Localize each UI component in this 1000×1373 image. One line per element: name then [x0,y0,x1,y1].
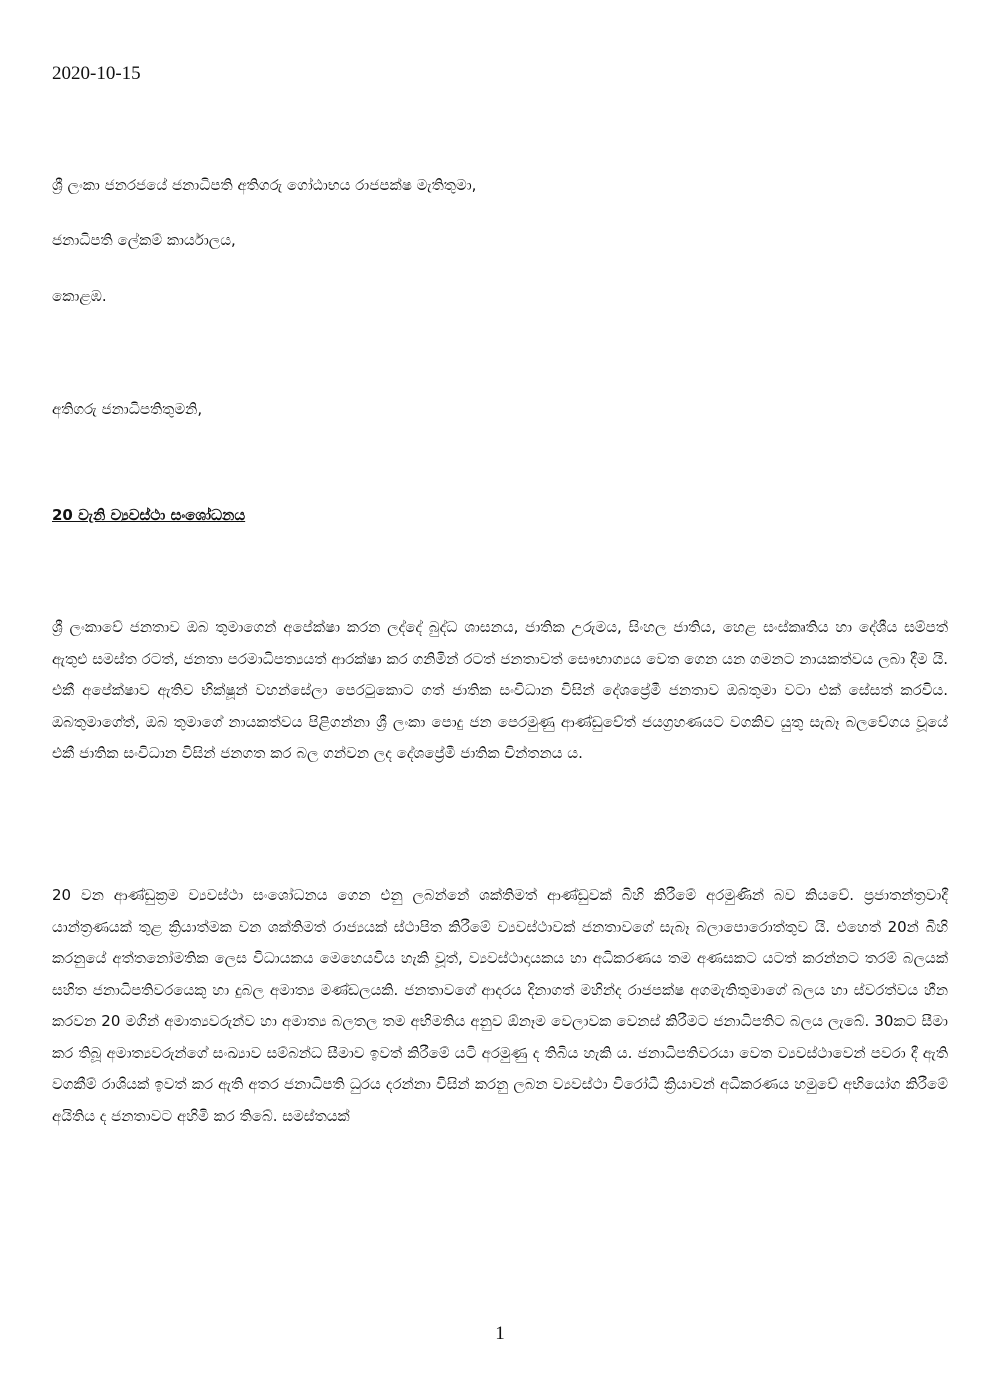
subject-heading: 20 වැනි ව්‍යවස්ථා සංශෝධනය [52,506,246,524]
page-number: 1 [495,1323,505,1344]
body-paragraph-2: 20 වන ආණ්ඩුක්‍රම ව්‍යවස්ථා සංශෝධනය ගෙන එනු ලබන්නේ ශක්තිමත් ආණ්ඩුවක් බිහි කිරීමේ අරමුණින් බව කියවේ. ප්‍රජාතන්ත්‍රවාදී යාන්ත්‍රණයක් තුළ ක්‍රියාත්මක වන ශක්තිමත් රාජ්‍යයක් ස්ථාපිත කිරීමේ ව්‍යවස්ථාවක් ජනතාවගේ සැබෑ බලාපොරොත්තුව යි. එහෙත් 20න් බිහි කරනුයේ අත්තනෝමතික ලෙස විධායකය මෙහෙයවිය හැකි වූත්, ව්‍යවස්ථාදායකය හා අධිකරණය තම අණසකට යටත් කරන්නට තරම් බලයක් සහිත ජනාධිපතිවරයෙකු හා දුබල අමාත්‍ය මණ්ඩලයකි. ජනතාවගේ ආදරය දිනාගත් මහින්ද රාජපක්ෂ අගමැතිතුමාගේ බලය හා ස්වරත්වය හීන කරවන 20 මගින් අමාත්‍යවරුන්ව හා අමාත්‍ය බලතල තම අභිමතිය අනුව ඕනෑම වෙලාවක වෙනස් කිරීමට ජනාධිපතිට බලය ලැබේ. 30කට සීමා කර තිබූ අමාත්‍යවරුන්ගේ සංඛ්‍යාව සම්බන්ධ සීමාව ඉවත් කිරීමේ යටි අරමුණු ද තිබිය හැකි ය. ජනාධිපතිවරයා වෙත ව්‍යවස්ථාවෙන් පවරා දී ඇති වගකීම් රාශියක් ඉවත් කර ඇති අතර ජනාධිපති ධුරය දරන්නා විසින් කරනු ලබන ව්‍යවස්ථා විරෝධී ක්‍රියාවන් අධිකරණය හමුවේ අභියෝග කිරීමේ අයිතිය ද ජනතාවට අහිමි කර තිබේ. සමස්තයක් [52,886,948,1125]
recipient-name-line: ශ්‍රී ලංකා ජනරජයේ ජනාධිපති අතිගරු ගෝඨාභය රාජපක්ෂ මැතිතුමා, [52,176,477,194]
recipient-office-line: ජනාධිපති ලේකම් කාර්යාලය, [52,231,236,249]
recipient-city-line: කොළඹ. [52,287,107,305]
letter-date: 2020-10-15 [52,63,141,84]
body-paragraph-1: ශ්‍රී ලංකාවේ ජනතාව ඔබ තුමාගෙන් අපේක්ෂා කරන ලද්දේ බුද්ධ ශාසනය, ජාතික උරුමය, සිංහල ජාතිය, හෙළ සංස්කෘතිය හා දේශීය සම්පත් ඇතුළු සමස්ත රටත්, ජනතා පරමාධිපත්‍යයත් ආරක්ෂා කර ගනිමින් රටත් ජනතාවත් සෞභාග්‍යය වෙත ගෙන යන ගමනට නායකත්වය ලබා දීම යි. එකී අපේක්ෂාව ඇතිව භික්ෂූන් වහන්සේලා පෙරටුකොට ගත් ජාතික සංවිධාන විසින් දේශප්‍රේමී ජනතාව ඔබතුමා වටා එක් සේසත් කරවිය. ඔබතුමාගේත්, ඔබ තුමාගේ නායකත්වය පිළිගන්නා ශ්‍රී ලංකා පොදු ජන පෙරමුණු ආණ්ඩුවේත් ජයග්‍රහණයට වගකිව යුතු සැබෑ බලවේගය වූයේ එකී ජාතික සංවිධාන විසින් ජනගත කර බල ගන්වන ලද දේශප්‍රේමී ජාතික චින්තනය ය. [52,618,948,762]
salutation: අතිගරු ජනාධිපතිතුමනි, [52,400,203,418]
